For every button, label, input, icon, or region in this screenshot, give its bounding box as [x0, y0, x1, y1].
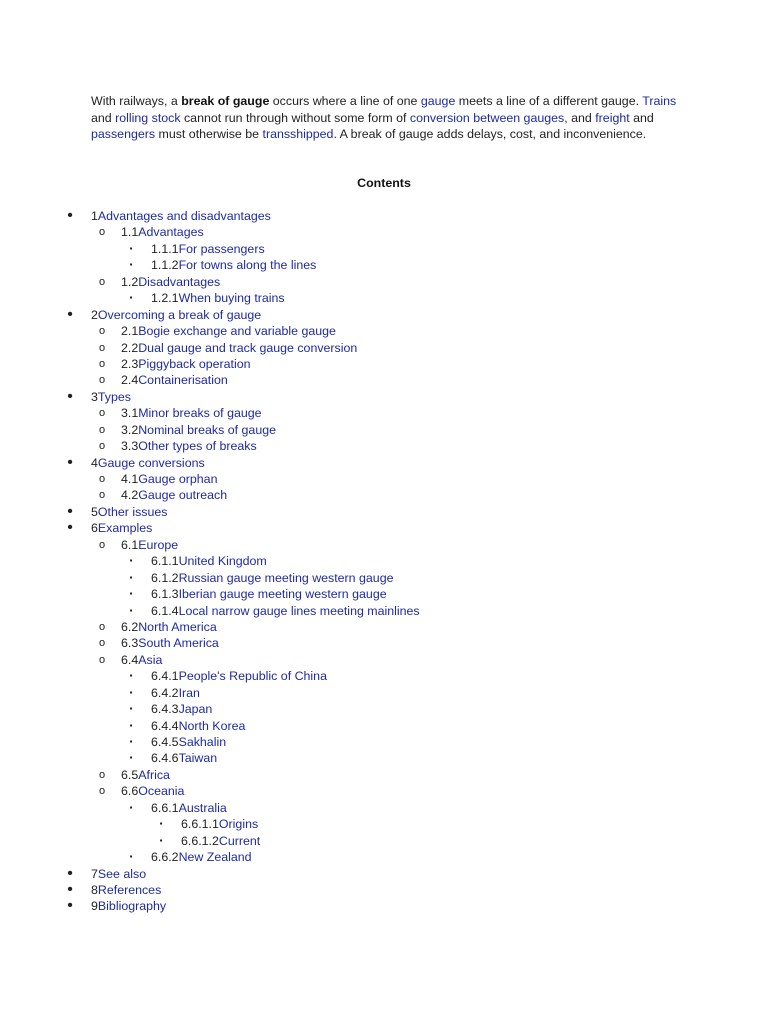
toc-number: 5	[91, 504, 98, 519]
toc-link[interactable]	[121, 224, 204, 240]
toc-link[interactable]	[151, 586, 387, 602]
bullet-marker: ▪	[129, 293, 133, 303]
toc-number: 6.4	[121, 652, 139, 667]
toc-label: Taiwan	[178, 751, 218, 766]
toc-link[interactable]	[181, 816, 258, 832]
toc-number: 6.3	[121, 636, 139, 651]
toc-number: 2	[91, 307, 98, 322]
toc-link[interactable]	[121, 652, 162, 668]
intro-text: and	[629, 110, 654, 125]
toc-label: Gauge conversions	[97, 455, 205, 470]
toc-label: North Korea	[178, 718, 246, 733]
bullet-marker: ▪	[129, 260, 133, 270]
toc-link[interactable]	[121, 274, 220, 290]
bullet-marker: o	[98, 538, 106, 551]
toc-label: Japan	[178, 702, 213, 717]
bullet-marker: o	[98, 637, 106, 650]
link-trains[interactable]: Trains	[642, 94, 677, 108]
toc-item	[0, 701, 768, 717]
toc-label: References	[97, 882, 162, 897]
toc-item	[0, 487, 768, 503]
intro-text: cannot run through without some form of	[180, 110, 410, 125]
toc-label: Nominal breaks of gauge	[138, 422, 276, 437]
toc-link[interactable]	[91, 389, 131, 405]
toc-link[interactable]	[121, 438, 257, 454]
bullet-marker: •	[67, 387, 73, 405]
toc-label: Sakhalin	[178, 735, 227, 749]
toc-link[interactable]	[121, 422, 276, 438]
toc-label: United Kingdom	[178, 554, 267, 569]
toc-item	[0, 619, 768, 635]
toc-number: 8	[91, 882, 98, 897]
toc-link[interactable]	[91, 898, 166, 914]
toc-item	[0, 882, 768, 898]
link-conversion-between-gauges[interactable]: conversion between gauges	[409, 110, 565, 125]
bullet-marker: o	[98, 341, 106, 354]
toc-link[interactable]	[151, 570, 393, 586]
toc-link[interactable]	[91, 208, 271, 224]
toc-label: Russian gauge meeting western gauge	[178, 570, 394, 585]
toc-number: 1.2.1	[151, 291, 179, 306]
intro-text: . A break of gauge adds delays, cost, and inconvenience.	[333, 127, 647, 141]
toc-item	[0, 356, 768, 372]
toc-link[interactable]	[121, 372, 228, 388]
toc-number: 3.3	[121, 439, 139, 454]
toc-link[interactable]	[91, 504, 167, 520]
toc-item	[0, 340, 768, 356]
toc-item	[0, 833, 768, 849]
link-gauge[interactable]: gauge	[420, 94, 456, 108]
toc-item	[0, 224, 768, 240]
toc-number: 6.4.3	[151, 702, 179, 717]
toc-link[interactable]	[121, 537, 178, 553]
toc-link[interactable]	[151, 241, 265, 257]
toc-number: 3.1	[121, 406, 139, 421]
bullet-marker: o	[98, 653, 106, 666]
toc-number: 6.4.1	[151, 669, 179, 684]
toc-label: Gauge orphan	[138, 472, 218, 486]
toc-label: Origins	[218, 817, 259, 832]
toc-label: North America	[138, 619, 217, 634]
toc-link[interactable]	[91, 455, 205, 471]
toc-link[interactable]	[151, 553, 267, 569]
bullet-marker: •	[67, 207, 73, 224]
toc-label: Dual gauge and track gauge conversion	[138, 340, 358, 355]
toc-item	[0, 767, 768, 783]
toc-label: Iberian gauge meeting western gauge	[178, 587, 387, 602]
toc-link[interactable]	[121, 635, 219, 651]
toc-item	[0, 241, 768, 257]
toc-number: 2.1	[121, 324, 139, 339]
toc-link[interactable]	[151, 290, 285, 306]
toc-link[interactable]	[151, 257, 316, 273]
toc-number: 7	[91, 866, 98, 881]
toc-label: Bogie exchange and variable gauge	[138, 324, 336, 339]
toc-link[interactable]	[91, 520, 152, 536]
bullet-marker: o	[98, 374, 106, 387]
bullet-marker: •	[67, 519, 73, 537]
toc-label: Oceania	[138, 784, 185, 799]
toc-item	[0, 603, 768, 619]
toc-number: 6.6	[121, 784, 139, 799]
table-of-contents	[0, 208, 768, 915]
toc-number: 6.1	[121, 537, 139, 552]
toc-item	[0, 586, 768, 602]
toc-label: Minor breaks of gauge	[138, 406, 262, 421]
bullet-marker: ▪	[129, 720, 133, 730]
intro-paragraph	[91, 93, 691, 143]
toc-number: 6.1.1	[151, 554, 179, 569]
toc-number: 1.1.2	[151, 258, 179, 273]
toc-number: 6.4.6	[151, 751, 179, 766]
toc-item	[0, 422, 768, 438]
toc-label: New Zealand	[178, 850, 252, 865]
toc-link[interactable]	[151, 701, 212, 717]
toc-number: 1	[91, 209, 98, 223]
bullet-marker: •	[67, 880, 73, 898]
bullet-marker: o	[98, 275, 106, 288]
toc-number: 3	[91, 389, 98, 404]
toc-number: 4.1	[121, 472, 139, 486]
toc-link[interactable]	[151, 603, 420, 619]
toc-label: Asia	[138, 652, 163, 667]
toc-link[interactable]	[151, 750, 217, 766]
toc-item	[0, 734, 768, 750]
bullet-marker: o	[98, 473, 106, 485]
bullet-marker: ▪	[129, 687, 133, 697]
toc-label: Iran	[178, 685, 200, 700]
toc-label: See also	[97, 866, 147, 881]
bullet-marker: o	[98, 620, 106, 633]
toc-number: 1.2	[121, 274, 139, 289]
toc-label: For passengers	[178, 241, 265, 256]
toc-number: 6.6.1.1	[181, 817, 219, 832]
toc-link[interactable]	[121, 323, 336, 339]
bullet-marker: ▪	[129, 589, 133, 599]
toc-number: 6.6.1	[151, 800, 179, 815]
bullet-marker: ▪	[159, 819, 163, 829]
bullet-marker: ▪	[129, 605, 133, 615]
toc-number: 6.4.2	[151, 685, 179, 700]
toc-item	[0, 471, 768, 487]
intro-text: meets a line of a different gauge.	[455, 94, 643, 108]
toc-number: 6.1.4	[151, 603, 179, 618]
bullet-marker: o	[98, 785, 106, 798]
toc-item	[0, 898, 768, 914]
bullet-marker: ▪	[129, 556, 133, 566]
bullet-marker: o	[98, 357, 106, 370]
toc-label: When buying trains	[178, 291, 285, 306]
toc-item	[0, 866, 768, 882]
toc-link[interactable]	[151, 668, 327, 684]
toc-link[interactable]	[121, 767, 170, 783]
link-rolling-stock[interactable]: rolling stock	[115, 110, 181, 125]
toc-link[interactable]	[121, 487, 227, 503]
toc-label: Types	[97, 389, 131, 404]
link-transshipped[interactable]: transshipped	[262, 127, 334, 141]
toc-link[interactable]	[91, 866, 146, 882]
toc-link[interactable]	[121, 471, 217, 487]
bullet-marker: •	[67, 897, 73, 915]
toc-item	[0, 274, 768, 290]
toc-label: Gauge outreach	[138, 488, 228, 503]
toc-label: For towns along the lines	[178, 258, 317, 273]
toc-label: Piggyback operation	[138, 356, 251, 371]
toc-item	[0, 455, 768, 471]
toc-item	[0, 537, 768, 553]
toc-number: 6.1.2	[151, 570, 179, 585]
toc-number: 6.4.5	[151, 735, 179, 749]
toc-number: 1.1	[121, 225, 139, 240]
toc-number: 9	[91, 899, 98, 914]
intro-text: and	[91, 110, 116, 125]
toc-link[interactable]	[151, 734, 226, 750]
intro-text: , and	[564, 110, 596, 125]
toc-label: Australia	[178, 800, 227, 815]
toc-number: 6.6.2	[151, 850, 179, 865]
toc-item	[0, 290, 768, 306]
intro-text: must otherwise be	[155, 127, 263, 141]
toc-item	[0, 570, 768, 586]
toc-item	[0, 438, 768, 454]
toc-link[interactable]	[151, 800, 227, 816]
toc-item	[0, 323, 768, 339]
bullet-marker: •	[67, 305, 73, 323]
toc-label: Current	[218, 833, 261, 848]
toc-item	[0, 504, 768, 520]
toc-label: Bibliography	[97, 899, 167, 914]
toc-item	[0, 849, 768, 865]
toc-number: 6.5	[121, 767, 139, 782]
toc-label: Containerisation	[138, 373, 228, 388]
bullet-marker: o	[98, 325, 106, 338]
bullet-marker: ▪	[159, 835, 163, 845]
toc-number: 6.1.3	[151, 587, 179, 602]
bullet-marker: ▪	[129, 704, 133, 714]
bullet-marker: ▪	[129, 753, 133, 763]
toc-link[interactable]	[151, 849, 252, 865]
toc-number: 6	[91, 521, 98, 536]
toc-number: 2.3	[121, 356, 139, 371]
bullet-marker: o	[98, 423, 106, 436]
toc-item	[0, 652, 768, 668]
bullet-marker: •	[67, 453, 73, 471]
bullet-marker: ▪	[129, 243, 133, 253]
toc-label: South America	[138, 636, 219, 651]
toc-label: Overcoming a break of gauge	[97, 307, 262, 322]
toc-link[interactable]	[151, 685, 200, 701]
toc-number: 6.2	[121, 619, 139, 634]
bullet-marker: o	[98, 407, 106, 420]
toc-link[interactable]	[181, 833, 260, 849]
bullet-marker: ▪	[129, 737, 133, 746]
toc-link[interactable]	[121, 619, 217, 635]
toc-number: 4.2	[121, 488, 139, 503]
toc-item	[0, 800, 768, 816]
toc-label: Other types of breaks	[138, 439, 257, 454]
link-freight[interactable]: freight	[595, 110, 630, 125]
toc-item	[0, 257, 768, 273]
contents-heading: Contents	[357, 176, 411, 190]
toc-item	[0, 389, 768, 405]
toc-item	[0, 685, 768, 701]
toc-number: 3.2	[121, 422, 139, 437]
bullet-marker: ▪	[129, 572, 133, 582]
intro-text: With railways, a	[91, 94, 182, 108]
toc-number: 4	[91, 455, 98, 470]
toc-link[interactable]	[121, 405, 262, 421]
toc-item	[0, 372, 768, 388]
toc-label: Advantages and disadvantages	[97, 209, 271, 223]
bullet-marker: ▪	[129, 671, 133, 681]
toc-number: 2.2	[121, 340, 139, 355]
bullet-marker: o	[98, 768, 106, 781]
toc-label: Examples	[97, 521, 153, 536]
bullet-marker: ▪	[129, 802, 133, 812]
toc-number: 6.6.1.2	[181, 833, 219, 848]
toc-item	[0, 553, 768, 569]
bullet-marker: o	[98, 489, 106, 502]
toc-label: Europe	[138, 537, 179, 552]
intro-text: occurs where a line of one	[269, 94, 421, 108]
toc-item	[0, 307, 768, 323]
toc-link[interactable]	[121, 356, 251, 372]
toc-item	[0, 208, 768, 224]
link-passengers[interactable]: passengers	[91, 127, 156, 141]
toc-label: Other issues	[97, 504, 168, 519]
toc-link[interactable]	[121, 340, 357, 356]
toc-label: People's Republic of China	[178, 669, 327, 684]
toc-item	[0, 405, 768, 421]
intro-bold-term: break of gauge	[181, 94, 270, 108]
toc-link[interactable]	[91, 882, 161, 898]
toc-label: Africa	[138, 767, 170, 782]
toc-item	[0, 635, 768, 651]
toc-link[interactable]	[121, 783, 184, 799]
toc-label: Advantages	[138, 225, 204, 240]
toc-item	[0, 718, 768, 734]
toc-item	[0, 816, 768, 832]
toc-item	[0, 520, 768, 536]
bullet-marker: •	[67, 864, 73, 882]
toc-item	[0, 783, 768, 799]
bullet-marker: •	[67, 502, 73, 520]
toc-item	[0, 668, 768, 684]
bullet-marker: o	[98, 440, 106, 453]
toc-label: Local narrow gauge lines meeting mainlines	[178, 603, 420, 618]
toc-number: 2.4	[121, 373, 139, 388]
toc-link[interactable]	[91, 307, 261, 323]
toc-number: 6.4.4	[151, 718, 179, 733]
toc-item	[0, 750, 768, 766]
toc-label: Disadvantages	[138, 274, 221, 289]
bullet-marker: o	[98, 226, 106, 239]
toc-number: 1.1.1	[151, 241, 179, 256]
toc-link[interactable]	[151, 718, 245, 734]
bullet-marker: ▪	[129, 852, 133, 862]
